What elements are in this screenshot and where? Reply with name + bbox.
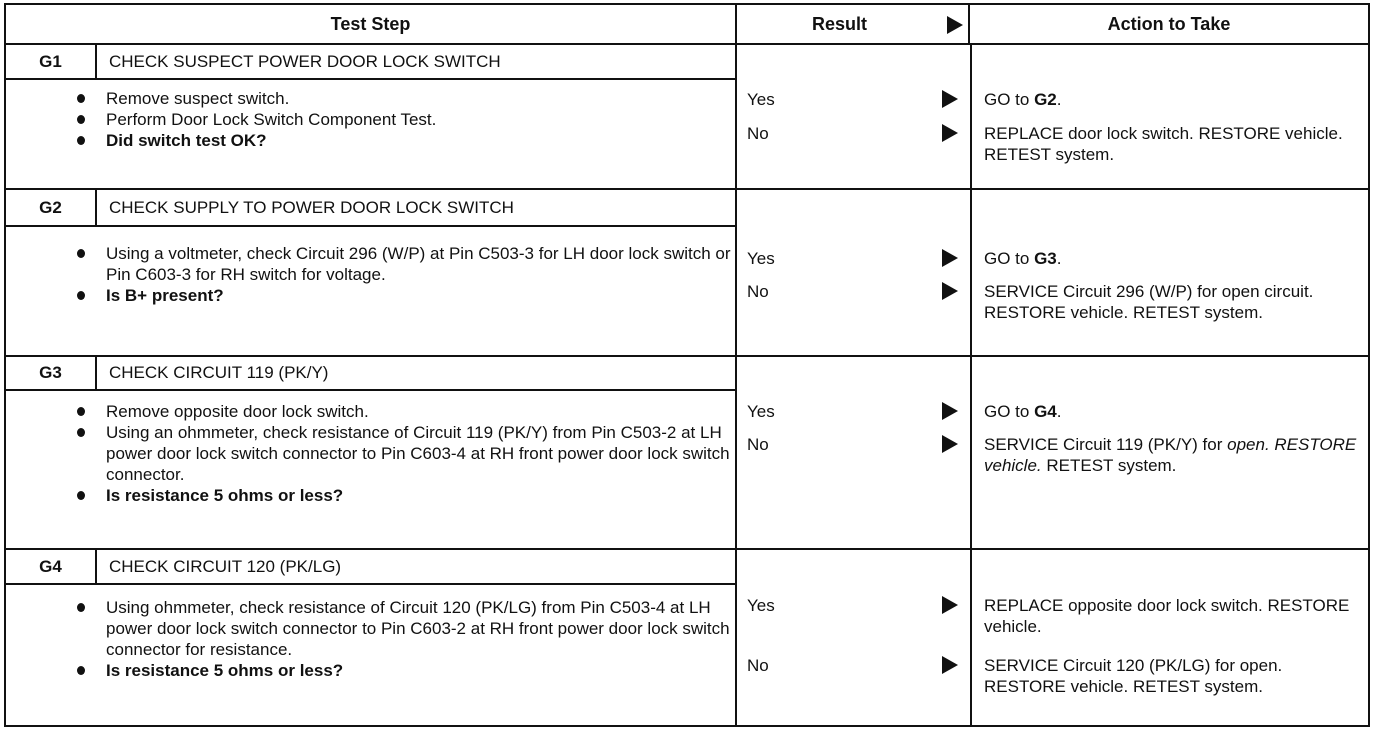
results (737, 190, 1368, 355)
header-action: Action to Take (1107, 13, 1231, 34)
step-g2 (6, 190, 1368, 357)
step-number: G1 (6, 45, 97, 80)
outcome-no (737, 123, 1368, 165)
result-label: No (747, 124, 769, 143)
outcome-yes (737, 89, 1368, 110)
question: Did switch test OK? (106, 130, 735, 151)
result-label: No (747, 435, 769, 454)
action-text: SERVICE Circuit 119 (PK/Y) for open. RESTORE vehicle. RETEST system. (984, 435, 1357, 475)
outcome-yes (737, 595, 1368, 637)
outcome-no (737, 655, 1368, 697)
header-test-step: Test Step (6, 5, 737, 43)
bullet: Perform Door Lock Switch Component Test. (106, 109, 735, 130)
step-body (6, 391, 737, 548)
bullet: Remove suspect switch. (106, 88, 735, 109)
step-body (6, 227, 737, 355)
action-text: SERVICE Circuit 296 (W/P) for open circuit. RESTORE vehicle. RETEST system. (984, 282, 1314, 322)
bullet: Remove opposite door lock switch. (106, 401, 735, 422)
result-label: No (747, 282, 769, 301)
step-title: CHECK SUPPLY TO POWER DOOR LOCK SWITCH (97, 190, 737, 227)
bullet: Using ohmmeter, check resistance of Circuit 120 (PK/LG) from Pin C503-4 at LH power door lock switch connector to Pin C603-2 at RH front power door lock switch connector for resistance. (106, 597, 735, 660)
step-body (6, 80, 737, 188)
step-g4 (6, 550, 1368, 725)
diagnostic-table (4, 3, 1370, 727)
result-label: No (747, 656, 769, 675)
results (737, 45, 1368, 188)
action-text: GO to G4. (984, 402, 1062, 421)
result-label: Yes (747, 596, 775, 615)
question: Is B+ present? (106, 285, 735, 306)
arrow-right-icon (942, 596, 958, 614)
step-body (6, 585, 737, 725)
result-label: Yes (747, 90, 775, 109)
arrow-right-icon (942, 90, 958, 108)
step-title: CHECK SUSPECT POWER DOOR LOCK SWITCH (97, 45, 737, 80)
step-number: G2 (6, 190, 97, 227)
step-number: G3 (6, 357, 97, 391)
step-number: G4 (6, 550, 97, 585)
outcome-no (737, 281, 1368, 323)
arrow-right-icon (942, 656, 958, 674)
arrow-right-icon (942, 402, 958, 420)
action-text: REPLACE opposite door lock switch. RESTORE vehicle. (984, 596, 1350, 636)
step-g3 (6, 357, 1368, 550)
header-arrow (942, 5, 970, 43)
header-result: Result (811, 13, 867, 34)
bullet: Using a voltmeter, check Circuit 296 (W/P) at Pin C503-3 for LH door lock switch or Pin C603-3 for RH switch for voltage. (106, 243, 735, 285)
arrow-right-icon (942, 435, 958, 453)
table-header (6, 5, 1368, 45)
arrow-right-icon (947, 16, 963, 34)
action-text: SERVICE Circuit 120 (PK/LG) for open. RESTORE vehicle. RETEST system. (984, 656, 1283, 696)
action-text: GO to G3. (984, 249, 1062, 268)
results (737, 357, 1368, 548)
outcome-yes (737, 248, 1368, 269)
result-label: Yes (747, 249, 775, 268)
arrow-right-icon (942, 282, 958, 300)
step-title: CHECK CIRCUIT 120 (PK/LG) (97, 550, 737, 585)
result-label: Yes (747, 402, 775, 421)
question: Is resistance 5 ohms or less? (106, 660, 735, 681)
outcome-no (737, 434, 1368, 476)
action-text: GO to G2. (984, 90, 1062, 109)
action-text: REPLACE door lock switch. RESTORE vehicle. RETEST system. (984, 124, 1343, 164)
step-title: CHECK CIRCUIT 119 (PK/Y) (97, 357, 737, 391)
bullet: Using an ohmmeter, check resistance of Circuit 119 (PK/Y) from Pin C503-2 at LH power door lock switch connector to Pin C603-4 at RH front power door lock switch connector. (106, 422, 735, 485)
step-g1 (6, 45, 1368, 190)
question: Is resistance 5 ohms or less? (106, 485, 735, 506)
arrow-right-icon (942, 124, 958, 142)
results (737, 550, 1368, 725)
outcome-yes (737, 401, 1368, 422)
arrow-right-icon (942, 249, 958, 267)
